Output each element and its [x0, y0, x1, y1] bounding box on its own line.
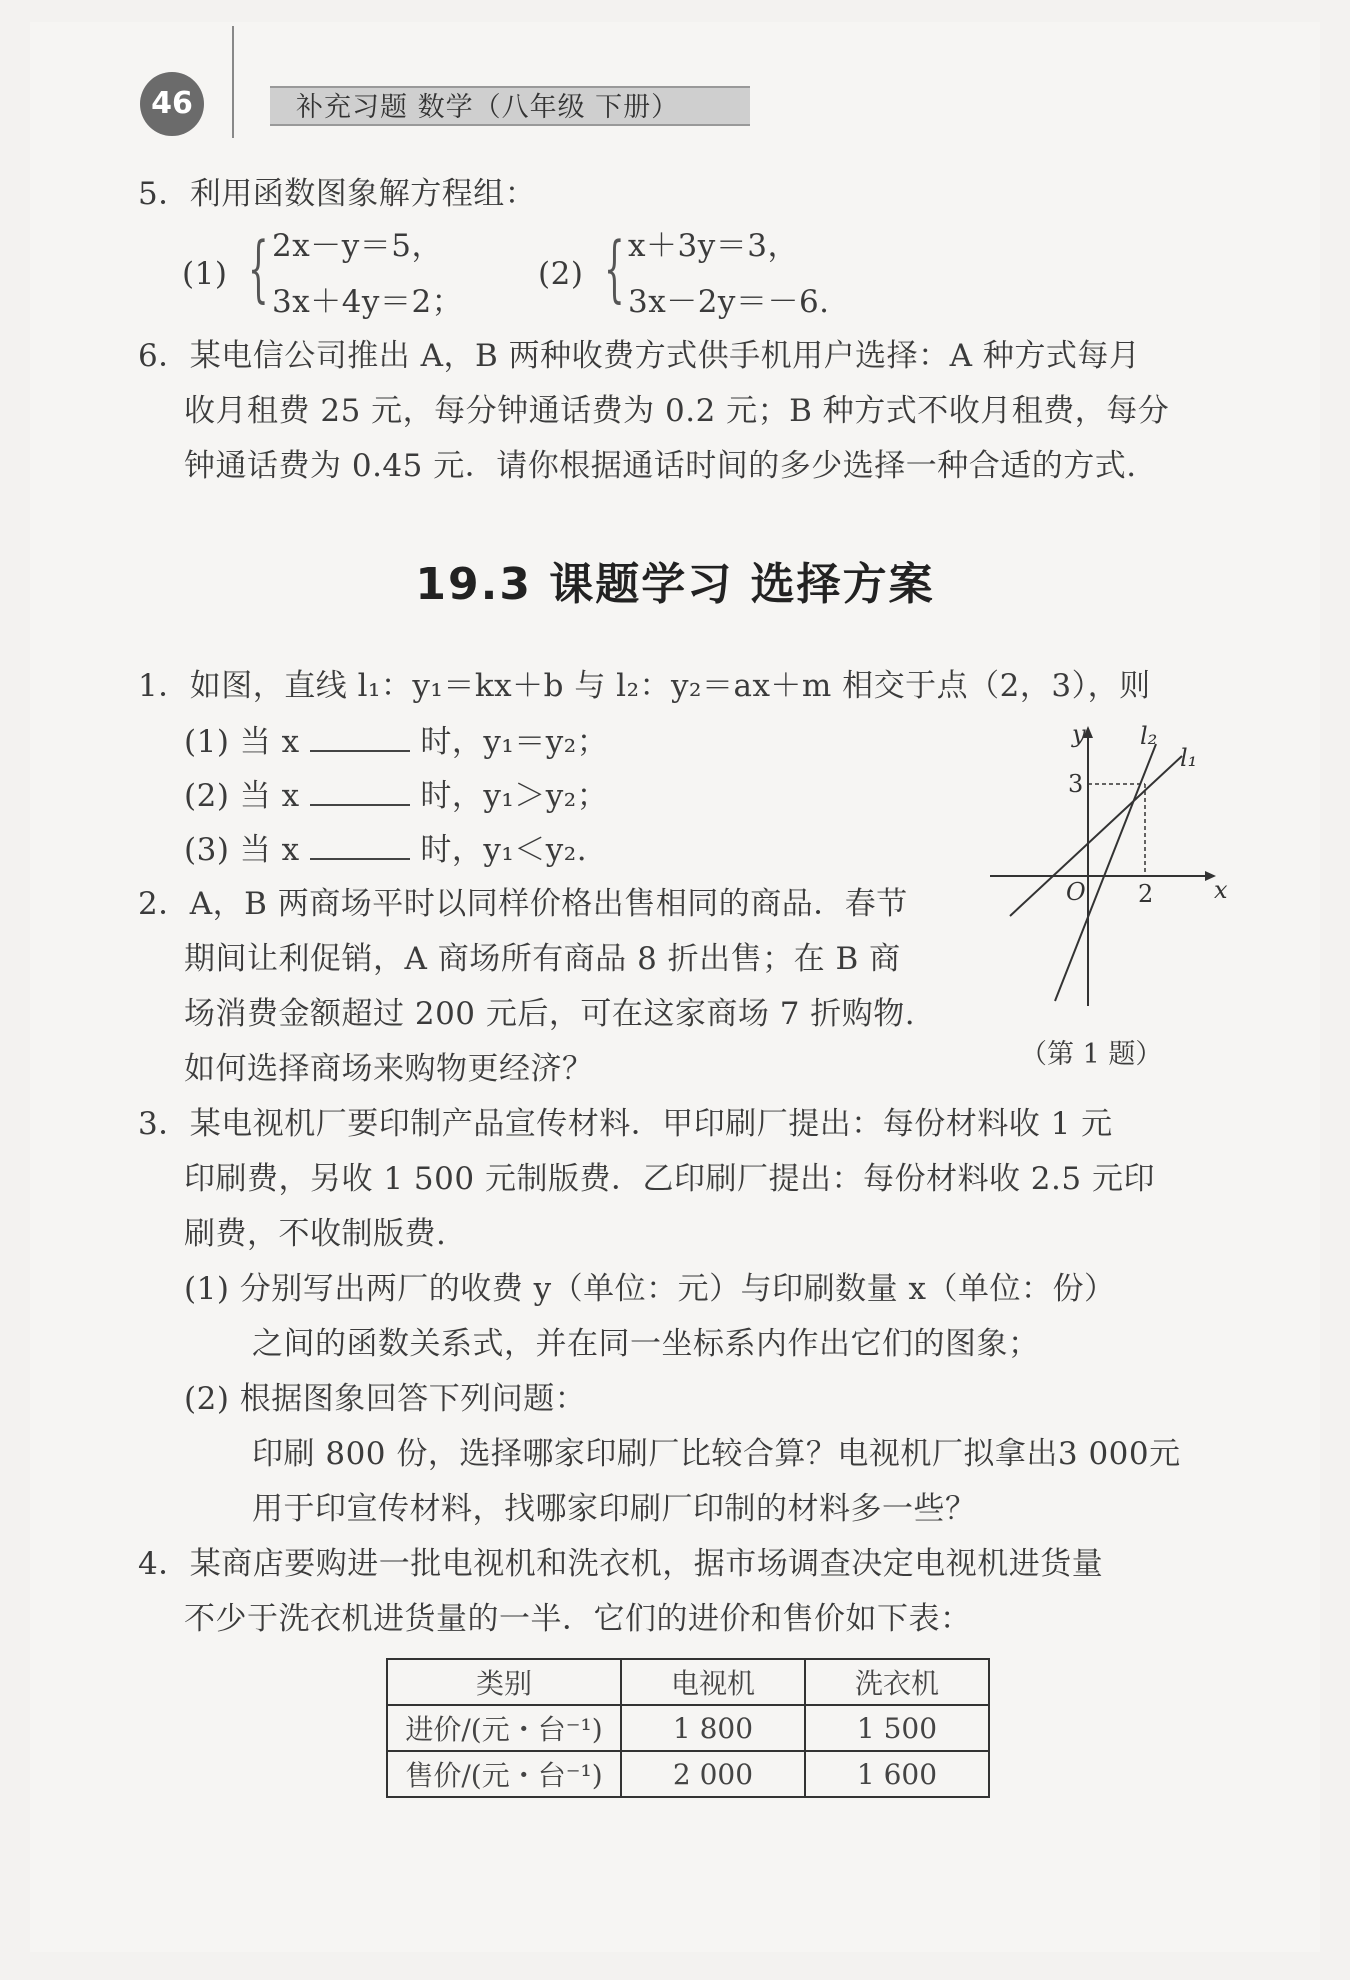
table-cell: 1 500	[805, 1705, 989, 1751]
p1-sub1-lead: (1) 当 x	[184, 724, 300, 760]
x-tick-label: 2	[1138, 880, 1154, 908]
p2-line: 场消费金额超过 200 元后，可在这家商场 7 折购物.	[184, 996, 916, 1032]
p3-sub2-line: 印刷 800 份，选择哪家印刷厂比较合算？电视机厂拟拿出3 000元	[252, 1436, 1181, 1472]
q5-stem: 5．利用函数图象解方程组：	[138, 176, 537, 212]
table-cell: 进价/(元・台⁻¹)	[387, 1705, 621, 1751]
table-row	[387, 1705, 989, 1751]
p3-line: 印刷费，另收 1 500 元制版费．乙印刷厂提出：每份材料收 2.5 元印	[184, 1161, 1155, 1197]
answer-blank	[310, 722, 410, 752]
p1-sub1	[184, 722, 608, 762]
header-divider	[232, 26, 234, 138]
line-l1	[1010, 756, 1182, 916]
q6-line: 钟通话费为 0.45 元．请你根据通话时间的多少选择一种合适的方式.	[184, 448, 1137, 484]
table-cell: 1 800	[621, 1705, 805, 1751]
x-axis-label: x	[1214, 876, 1228, 904]
answer-blank	[310, 830, 410, 860]
p3-sub2-line: (2) 根据图象回答下列问题：	[184, 1381, 587, 1417]
figure-caption: （第 1 题）	[1020, 1039, 1163, 1070]
p3-sub2-line: 用于印宣传材料，找哪家印刷厂印制的材料多一些？	[252, 1491, 977, 1527]
table-cell: 售价/(元・台⁻¹)	[387, 1751, 621, 1797]
p3-sub1-line: 之间的函数关系式，并在同一坐标系内作出它们的图象；	[252, 1326, 1040, 1362]
origin-label: O	[1066, 878, 1086, 906]
table-header-cell: 洗衣机	[805, 1659, 989, 1705]
q5-p1-eq2: 3x＋4y＝2；	[272, 284, 464, 320]
y-axis-label: y	[1072, 720, 1086, 748]
q5-p2-label: (2)	[538, 256, 584, 292]
table-cell: 2 000	[621, 1751, 805, 1797]
p1-sub2	[184, 776, 608, 816]
q5-p1-eq1: 2x－y＝5，	[272, 228, 443, 264]
p1-stem: 1．如图，直线 l₁：y₁＝kx＋b 与 l₂：y₂＝ax＋m 相交于点（2，3），则	[138, 668, 1151, 704]
table-header-cell: 类别	[387, 1659, 621, 1705]
q5-p2-eq2: 3x－2y＝－6.	[628, 284, 830, 320]
table-cell: 1 600	[805, 1751, 989, 1797]
p1-sub3-tail: 时，y₁＜y₂.	[420, 832, 588, 868]
q6-line: 6．某电信公司推出 A，B 两种收费方式供手机用户选择：A 种方式每月	[138, 338, 1141, 374]
l1-label: l₁	[1180, 744, 1198, 772]
p3-line: 3．某电视机厂要印制产品宣传材料．甲印刷厂提出：每份材料收 1 元	[138, 1106, 1113, 1142]
answer-blank	[310, 776, 410, 806]
q5-p1-label: (1)	[182, 256, 228, 292]
section-title: 19.3 课题学习 选择方案	[415, 559, 935, 610]
running-header: 补充习题 数学（八年级 下册）	[270, 86, 750, 126]
p4-line: 4．某商店要购进一批电视机和洗衣机，据市场调查决定电视机进货量	[138, 1546, 1104, 1582]
l2-label: l₂	[1140, 722, 1158, 750]
table-row	[387, 1751, 989, 1797]
p3-sub1-line: (1) 分别写出两厂的收费 y（单位：元）与印刷数量 x（单位：份）	[184, 1271, 1116, 1307]
q6-line: 收月租费 25 元，每分钟通话费为 0.2 元；B 种方式不收月租费，每分	[184, 393, 1170, 429]
q5-p1-brace: {	[248, 226, 269, 310]
q5-p2-eq1: x＋3y＝3，	[628, 228, 799, 264]
y-tick-label: 3	[1068, 770, 1084, 798]
table-header-row	[387, 1659, 989, 1705]
p1-sub2-tail: 时，y₁＞y₂；	[420, 778, 609, 814]
p1-sub3-lead: (3) 当 x	[184, 832, 300, 868]
p4-line: 不少于洗衣机进货量的一半．它们的进价和售价如下表：	[184, 1601, 972, 1637]
p1-sub3	[184, 830, 587, 870]
p1-sub1-tail: 时，y₁＝y₂；	[420, 724, 609, 760]
p2-line: 期间让利促销，A 商场所有商品 8 折出售；在 B 商	[184, 941, 901, 977]
p3-line: 刷费，不收制版费.	[184, 1216, 447, 1252]
q5-p2-brace: {	[604, 226, 625, 310]
intersecting-lines-figure	[990, 716, 1230, 1016]
page-number: 46	[140, 72, 204, 136]
p2-line: 如何选择商场来购物更经济？	[184, 1051, 594, 1087]
price-table	[386, 1658, 990, 1798]
table-header-cell: 电视机	[621, 1659, 805, 1705]
p1-sub2-lead: (2) 当 x	[184, 778, 300, 814]
p2-line: 2．A，B 两商场平时以同样价格出售相同的商品．春节	[138, 886, 908, 922]
